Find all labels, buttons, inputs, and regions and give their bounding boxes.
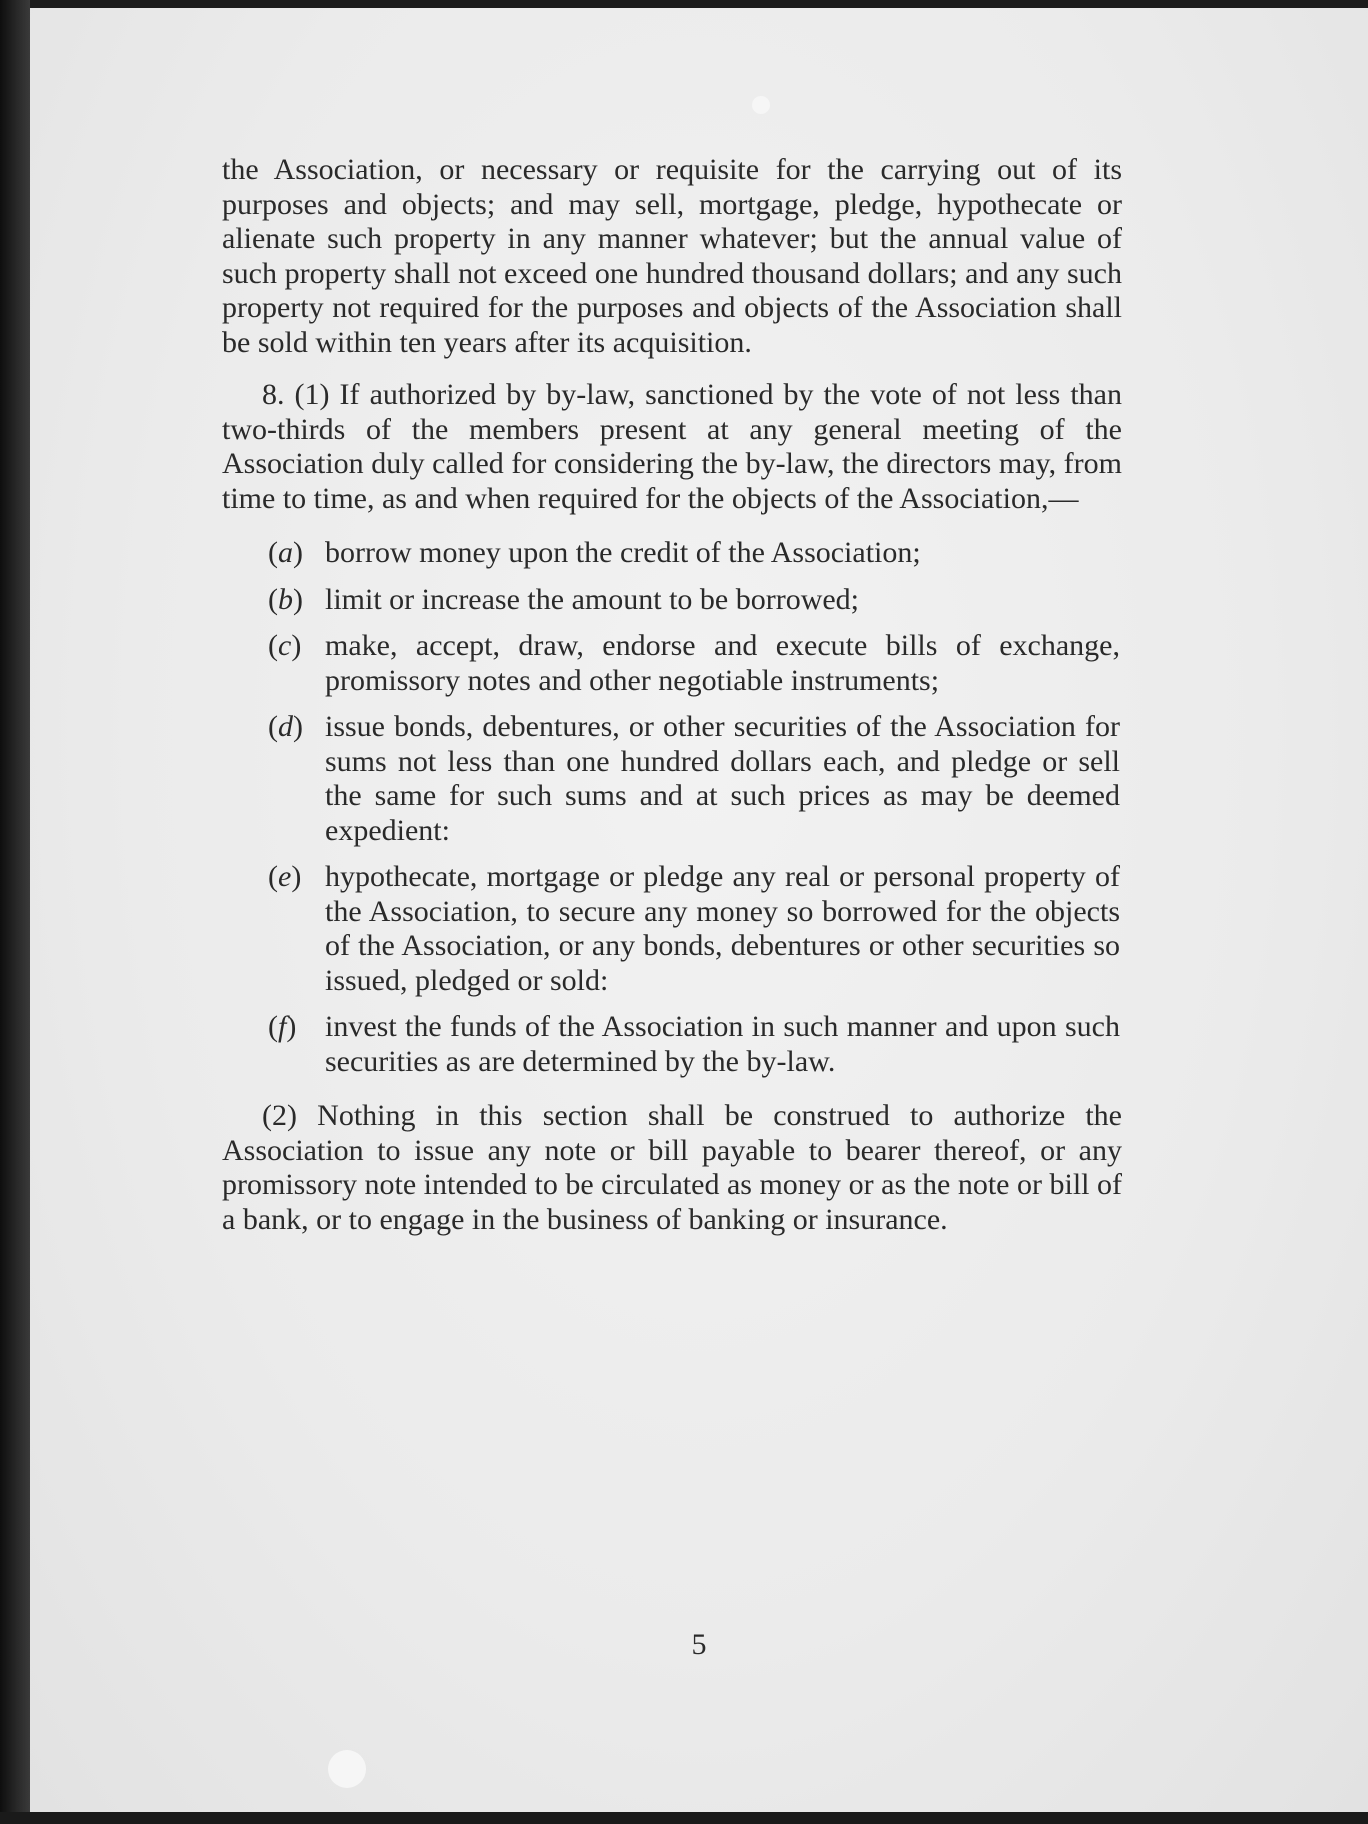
scan-bottom-edge — [0, 1812, 1368, 1824]
item-text: limit or increase the amount to be borrowed; — [325, 582, 860, 616]
page-number: 5 — [691, 1628, 707, 1661]
item-text: invest the funds of the Association in such manner and upon such securities as are determined by the by-law. — [325, 1010, 1120, 1078]
item-text: make, accept, draw, endorse and execute bills of exchange, promissory notes and other negotiable instruments; — [325, 629, 1120, 697]
subsection-2 — [222, 1099, 1122, 1237]
section-8-item-list — [222, 536, 1122, 1079]
section-8 — [222, 378, 1122, 516]
document-body — [222, 153, 1122, 1237]
item-letter: (a) — [268, 536, 303, 569]
list-item — [222, 860, 1122, 998]
list-item — [222, 629, 1122, 698]
item-letter: (e) — [268, 860, 302, 893]
list-item — [222, 536, 1122, 571]
item-text: hypothecate, mortgage or pledge any real or personal property of the Association, to secure any money so borrowed for the objects of the Association, or any bonds, debentures or other securities so issued, pledged or sold: — [325, 860, 1120, 997]
subsection-2-text: (2) Nothing in this section shall be construed to authorize the Association to issue any note or bill payable to bearer thereof, or any promissory note intended to be circulated as money or as the note or bill of a bank, or to engage in the business of banking or insurance. — [222, 1099, 1122, 1236]
item-letter: (c) — [268, 629, 302, 662]
item-text: borrow money upon the credit of the Association; — [325, 536, 921, 569]
book-binding-edge — [0, 0, 30, 1824]
item-letter: (f) — [268, 1010, 297, 1043]
item-letter: (d) — [268, 710, 303, 743]
list-item — [222, 1010, 1122, 1079]
document-page — [30, 8, 1368, 1812]
section-8-intro: 8. (1) If authorized by by-law, sanctioned by the vote of not less than two-thirds of the members present at any general meeting of the Association duly called for considering the by-law, the directors may, from time to time, as and when required for the objects of the Association,— — [222, 378, 1122, 515]
opening-paragraph-text: the Association, or necessary or requisite for the carrying out of its purposes and objects; and may sell, mortgage, pledge, hypothecate or alienate such property in any manner whatever; but the annual value of such property shall not exceed one hundred thousand dollars; and any such property not required for the purposes and objects of the Association shall be sold within ten years after its acquisition. — [222, 153, 1122, 359]
opening-paragraph — [222, 153, 1122, 360]
paper-speck — [752, 96, 770, 114]
item-letter: (b) — [268, 582, 303, 616]
list-item — [222, 583, 1122, 618]
item-text: issue bonds, debentures, or other securities of the Association for sums not less than one hundred dollars each, and pledge or sell the same for such sums and at such prices as may be deemed expedient: — [325, 710, 1120, 847]
list-item — [222, 710, 1122, 848]
paper-speck — [328, 1750, 366, 1788]
